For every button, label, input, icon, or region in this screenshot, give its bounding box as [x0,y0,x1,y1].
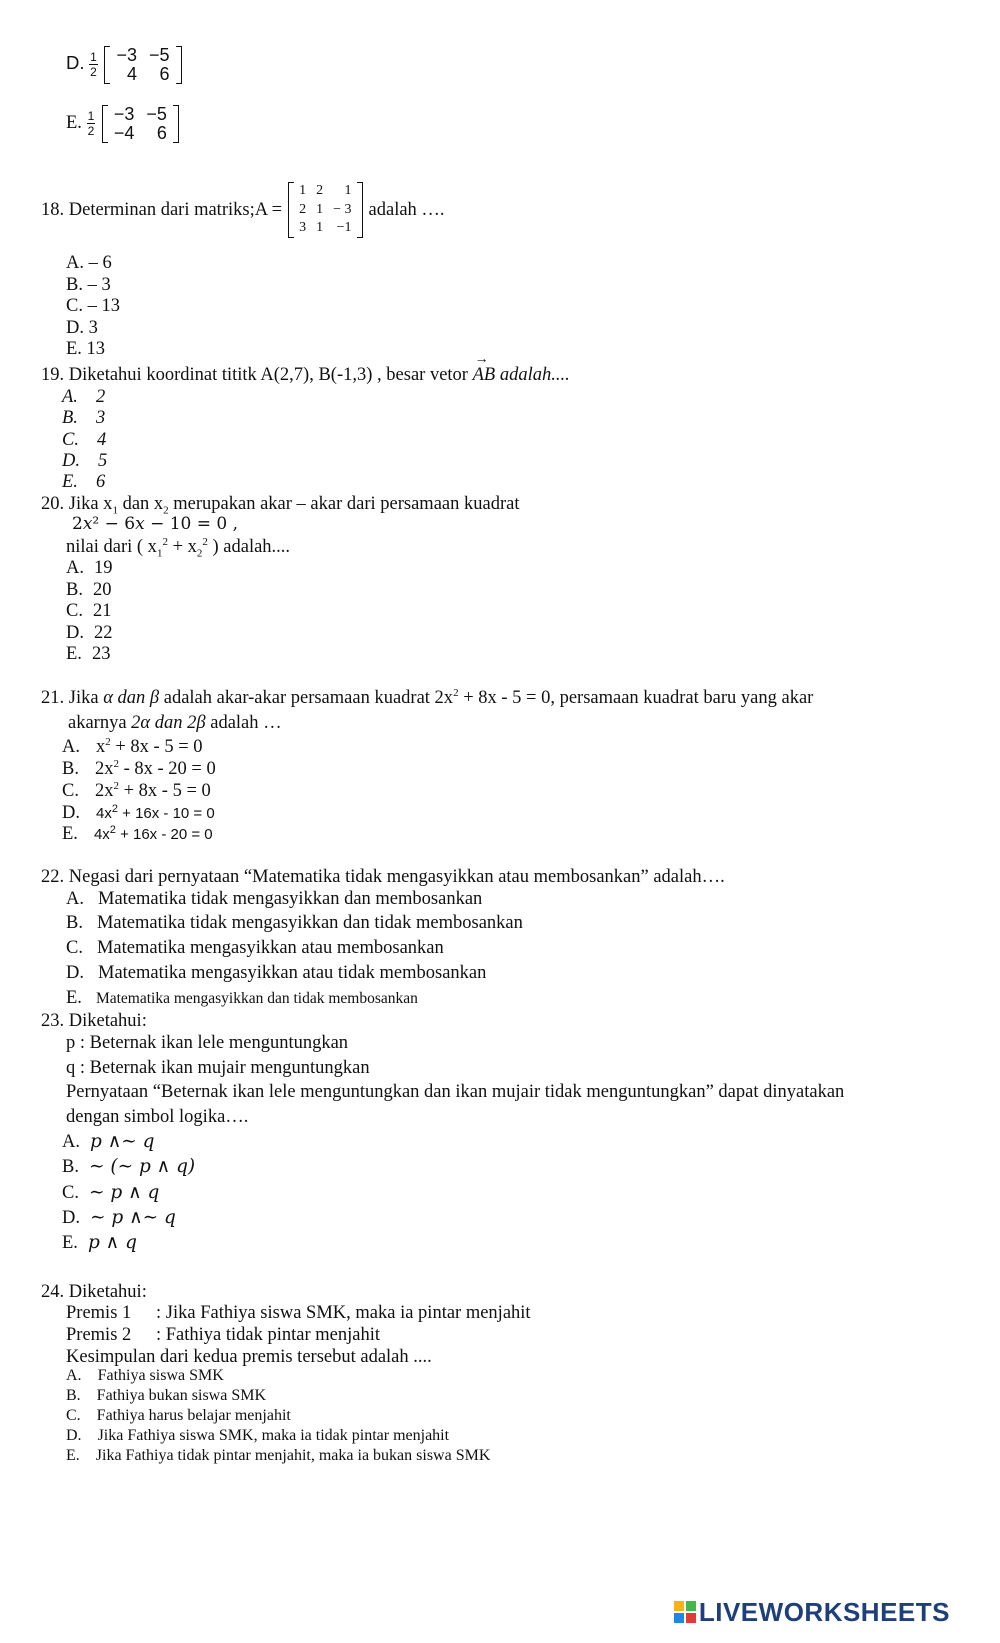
q23-statement-line2: dengan simbol logika…. [66,1107,249,1127]
q23-statement-line1: Pernyataan “Beternak ikan lele menguntungkan dan ikan mujair tidak menguntungkan” dapat dinyatakan [66,1082,845,1102]
matrix-3x3: 1 2 1 2 1 − 3 3 1 −1 [288,182,362,238]
q24-option-b: B. Fathiya bukan siswa SMK [66,1387,266,1404]
q20-option-d: D. 22 [66,623,113,643]
logo-grid-icon [674,1601,696,1623]
q24-option-d: D. Jika Fathiya siswa SMK, maka ia tidak pintar menjahit [66,1427,450,1444]
option-letter: D. [66,52,85,74]
q24-ask: Kesimpulan dari kedua premis tersebut adalah .... [66,1347,432,1367]
q23-premise-p: p : Beternak ikan lele menguntungkan [66,1033,349,1053]
q21-option-c: C. $2x^2 + 8x - 5 = 0$ [62,779,211,801]
matrix-2x2: −3 −5 −4 6 [102,105,179,143]
q18-option-b: B. – 3 [66,275,111,295]
q23-title: 23. Diketahui: [41,1011,147,1031]
vector-ab: → AB [473,365,496,385]
q20-equation: 2𝑥² − 6𝑥 − 10 = 0 , [72,514,239,534]
logo-square-icon [674,1613,684,1623]
q20-ask: nilai dari ( $x_1^2 + x_2^2$ ) adalah.... [66,535,291,560]
q23-option-d: D. ∼ 𝑝 ∧∼ 𝑞 [62,1207,176,1228]
q24-premis-1: Premis 1 : Jika Fathiya siswa SMK, maka ia pintar menjahit [66,1303,531,1323]
question-suffix: adalah …. [368,199,445,220]
fraction: $\frac{1}{2}$ [87,109,95,139]
q24-title: 24. Diketahui: [41,1282,147,1302]
q23-option-a: A. 𝑝 ∧∼ 𝑞 [62,1131,155,1152]
q21-option-a: A. $x^2 + 8x - 5 = 0$ [62,735,203,757]
q21-question-line2: akarnya 2α dan 2β adalah … [68,713,282,733]
q22-option-c: C. Matematika mengasyikkan atau membosankan [66,938,444,958]
q20-option-a: A. 19 [66,558,113,578]
logo-square-icon [686,1613,696,1623]
q21-option-b: B. $2x^2 - 8x - 20 = 0$ [62,757,216,779]
q17-option-e [66,105,179,143]
q23-premise-q: q : Beternak ikan mujair menguntungkan [66,1058,370,1078]
logo-square-icon [686,1601,696,1611]
q20-option-c: C. 21 [66,601,112,621]
q22-option-b: B. Matematika tidak mengasyikkan dan tidak membosankan [66,913,523,933]
q21-option-e: E. $4x^2 + 16x - 20 = 0$ [62,824,213,844]
matrix-2x2: −3 −5 4 6 [104,46,181,84]
logo-square-icon [674,1601,684,1611]
q18-option-c: C. – 13 [66,296,120,316]
q22-question: 22. Negasi dari pernyataan “Matematika tidak mengasyikkan atau membosankan” adalah…. [41,867,725,887]
q20-option-e: E. 23 [66,644,111,664]
q24-option-e: E. Jika Fathiya tidak pintar menjahit, maka ia bukan siswa SMK [66,1447,491,1464]
q18-question [41,182,445,238]
q24-option-c: C. Fathiya harus belajar menjahit [66,1407,291,1424]
q20-option-b: B. 20 [66,580,112,600]
logo-wordmark: LIVEWORKSHEETS [698,1596,950,1627]
q18-option-d: D. 3 [66,318,98,338]
q22-option-e: E. Matematika mengasyikkan dan tidak membosankan [66,988,418,1008]
q23-option-b: B. ∼ (∼ 𝑝 ∧ 𝑞) [62,1156,196,1177]
q17-option-d [66,46,182,84]
q19-option-a: A. 2 [62,387,106,407]
q22-option-d: D. Matematika mengasyikkan atau tidak membosankan [66,963,487,983]
q18-option-e: E. 13 [66,339,106,359]
q21-option-d: D. $4x^2 + 16x - 10 = 0$ [62,803,215,823]
fraction: $\frac{1}{2}$ [90,50,97,80]
q24-premis-2: Premis 2 : Fathiya tidak pintar menjahit [66,1325,381,1345]
liveworksheets-logo[interactable] [674,1598,950,1626]
q22-option-a: A. Matematika tidak mengasyikkan dan membosankan [66,889,483,909]
option-letter: E. [66,113,82,134]
q20-question: 20. Jika $x_1$ dan $x_2$ merupakan akar – akar dari persamaan kuadrat [41,494,520,517]
q19-option-e: E. 6 [62,472,106,492]
q19-option-d: D. 5 [62,451,108,471]
q19-question: 19. Diketahui koordinat tititk A(2,7), B(-1,3) , besar vetor → AB adalah.... [41,365,570,385]
q19-option-b: B. 3 [62,408,106,428]
q23-option-e: E. 𝑝 ∧ 𝑞 [62,1232,137,1253]
q21-question-line1: 21. Jika α dan β adalah akar-akar persamaan kuadrat $2x^2 + 8x - 5 = 0$, persamaan kuadrat baru yang akar [41,686,814,708]
q19-option-c: C. 4 [62,430,107,450]
q23-option-c: C. ∼ 𝑝 ∧ 𝑞 [62,1182,160,1203]
q18-option-a: A. – 6 [66,253,112,273]
question-text: 18. Determinan dari matriks;A = [41,199,283,220]
q24-option-a: A. Fathiya siswa SMK [66,1367,224,1384]
